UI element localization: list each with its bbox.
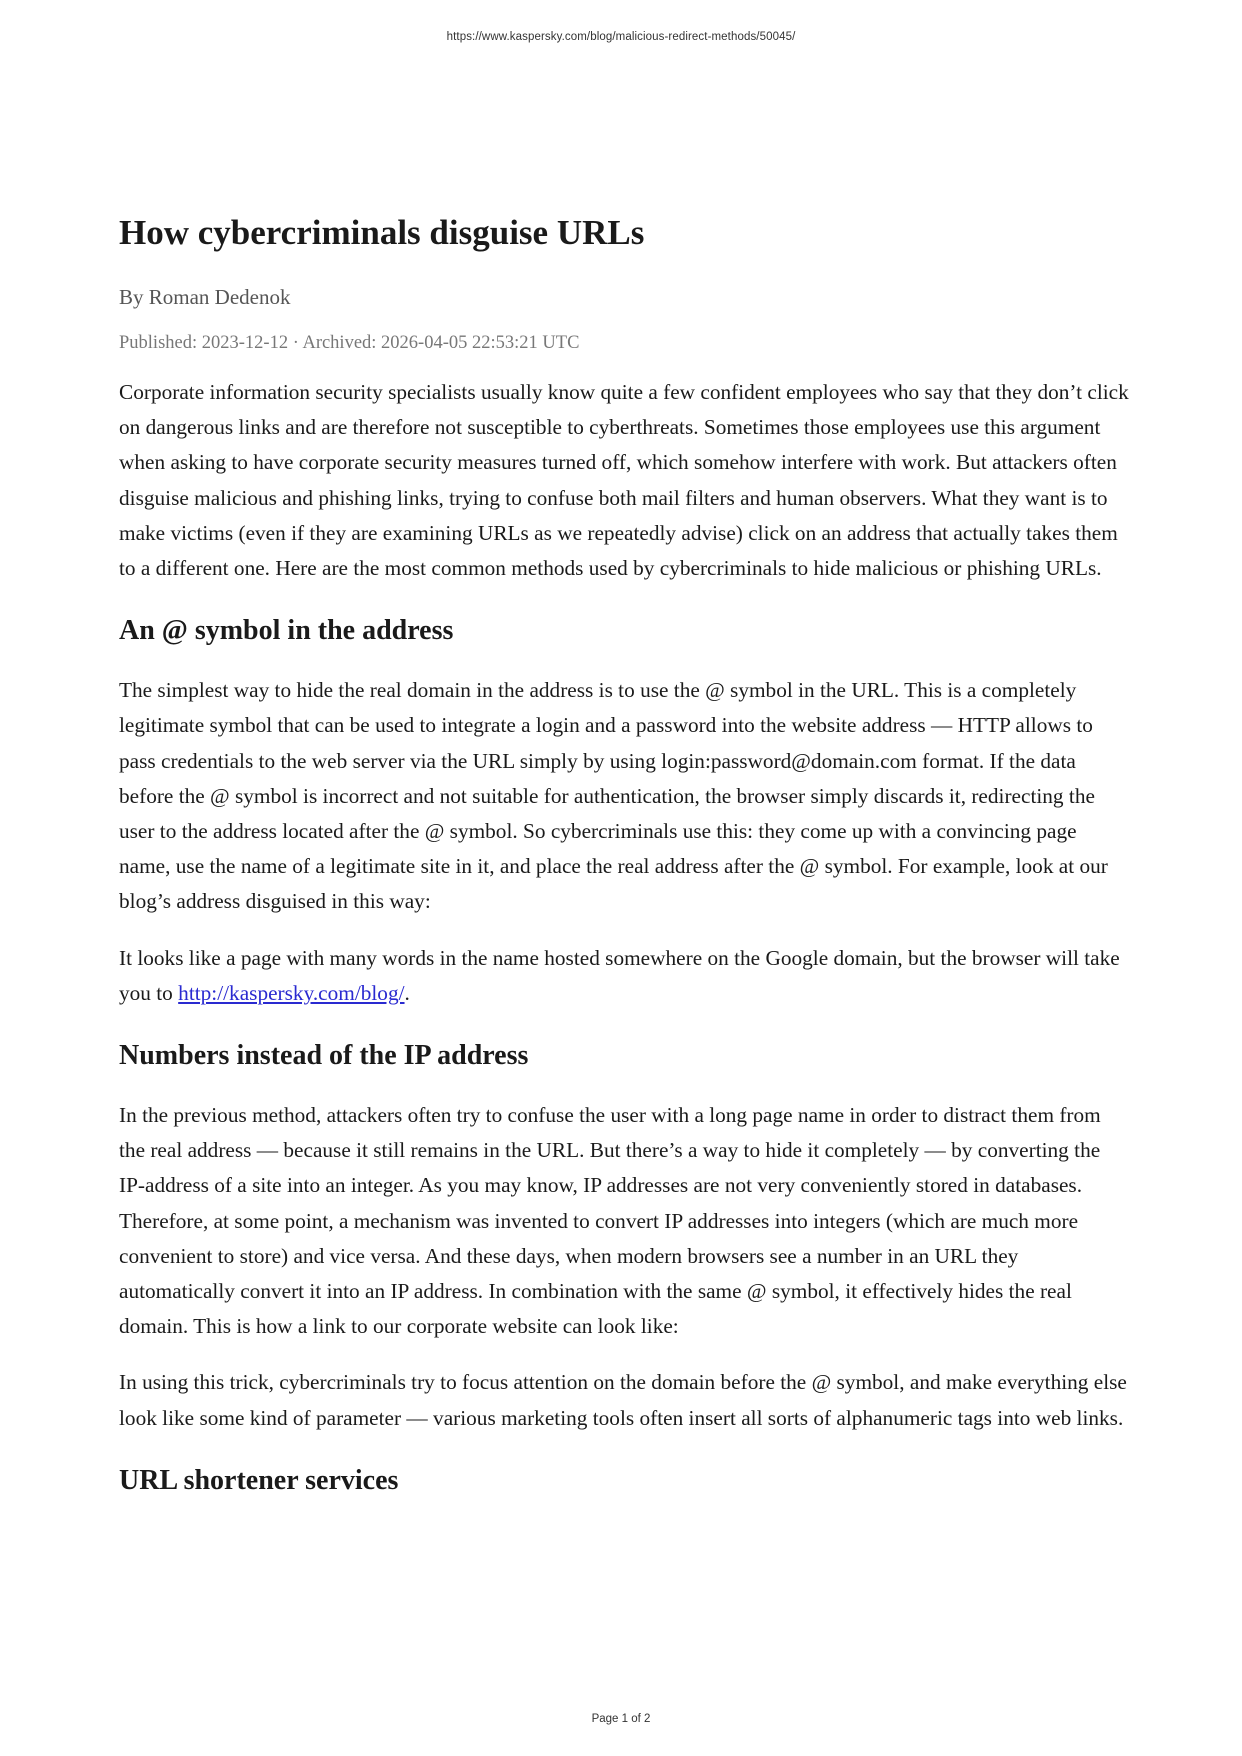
body-paragraph: The simplest way to hide the real domain in the address is to use the @ symbol in the URL. This is a completely legitimate symbol that can be used to integrate a login and a password into the website address — HTTP allows to pass credentials to the web server via the URL simply by using login:password@domain.com format. If the data before the @ symbol is incorrect and not suitable for authentication, the browser simply discards it, redirecting the user to the address located after the @ symbol. So cybercriminals use this: they come up with a convincing page name, use the name of a legitimate site in it, and place the real address after the @ symbol. For example, look at our blog’s address disguised in this way: — [119, 678, 1108, 914]
author-byline: By Roman Dedenok — [119, 285, 291, 309]
publish-metadata: Published: 2023-12-12 · Archived: 2026-04-05 22:53:21 UTC — [119, 333, 580, 353]
section-url-shorteners — [119, 1463, 1129, 1499]
article — [119, 210, 1129, 1499]
section-heading: URL shortener services — [119, 1464, 399, 1496]
page-url-header: https://www.kaspersky.com/blog/malicious-redirect-methods/50045/ — [446, 31, 796, 43]
body-paragraph: In using this trick, cybercriminals try to focus attention on the domain before the @ symbol, and make everything else look like some kind of parameter — various marketing tools often insert all sorts of alphanumeric tags into web links. — [119, 1370, 1127, 1430]
kaspersky-blog-link[interactable]: http://kaspersky.com/blog/ — [178, 980, 405, 1005]
section-heading: An @ symbol in the address — [119, 615, 454, 647]
page-number: Page 1 of 2 — [591, 1713, 651, 1725]
body-paragraph-with-link — [119, 941, 1129, 1011]
article-title: How cybercriminals disguise URLs — [119, 213, 645, 252]
section-heading: Numbers instead of the IP address — [119, 1040, 529, 1072]
section-at-symbol — [119, 613, 1129, 1011]
intro-paragraph: Corporate information security specialists usually know quite a few confident employees who say that they don’t click on dangerous links and are therefore not susceptible to cyberthreats. Sometimes those employees use this argument when asking to have corporate security measures turned off, which somehow interfere with work. But attackers often disguise malicious and phishing links, trying to confuse both mail filters and human observers. What they want is to make victims (even if they are examining URLs as we repeatedly advise) click on an address that actually takes them to a different one. Here are the most common methods used by cybercriminals to hide malicious or phishing URLs. — [119, 380, 1129, 581]
paragraph-text: It looks like a page with many words in the name hosted somewhere on the Google domain, but the browser will take you to — [119, 945, 1120, 1005]
body-paragraph: In the previous method, attackers often try to confuse the user with a long page name in order to distract them from the real address — because it still remains in the URL. But there’s a way to hide it completely — by converting the IP-address of a site into an integer. As you may know, IP addresses are not very conveniently stored in databases. Therefore, at some point, a mechanism was invented to convert IP addresses into integers (which are much more convenient to store) and vice versa. And these days, when modern browsers see a number in an URL they automatically convert it into an IP address. In combination with the same @ symbol, it effectively hides the real domain. This is how a link to our corporate website can look like: — [119, 1103, 1101, 1339]
paragraph-text: . — [404, 980, 410, 1005]
section-ip-numbers — [119, 1038, 1129, 1436]
